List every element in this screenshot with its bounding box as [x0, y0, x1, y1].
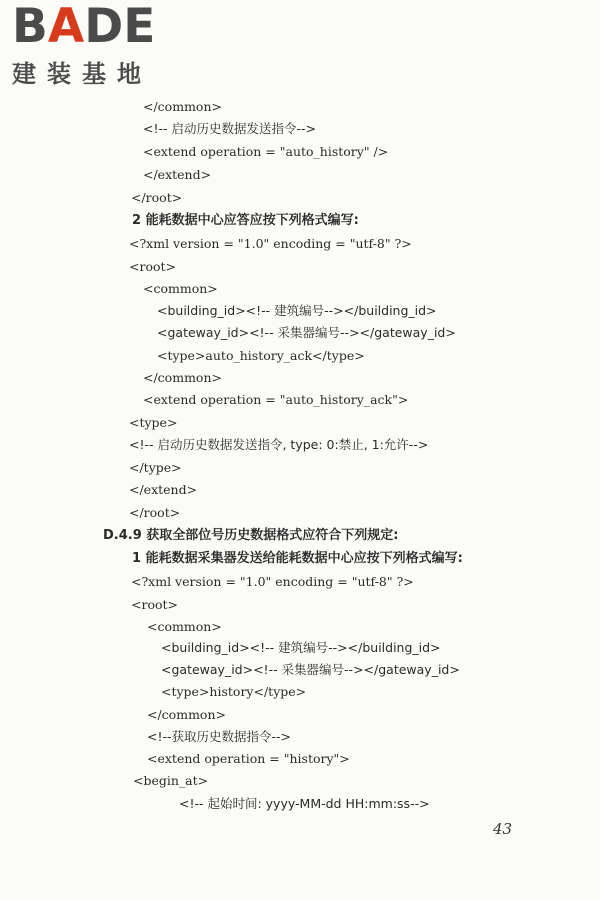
code-line: <gateway_id><!-- 采集器编号--></gateway_id>	[161, 662, 460, 677]
code-line: <root>	[131, 597, 178, 612]
code-line: <extend operation = "history">	[147, 751, 350, 766]
code-line: <!-- 起始时间: yyyy-MM-dd HH:mm:ss-->	[179, 796, 430, 811]
code-line: <!-- 启动历史数据发送指令, type: 0:禁止, 1:允许-->	[129, 437, 429, 452]
code-line: <gateway_id><!-- 采集器编号--></gateway_id>	[157, 325, 456, 340]
logo-wordmark: BADE	[12, 0, 156, 54]
code-line: <root>	[129, 259, 176, 274]
code-line: <extend operation = "auto_history" />	[143, 144, 389, 159]
section-heading: D.4.9 获取全部位号历史数据格式应符合下列规定:	[103, 528, 399, 543]
code-line: <building_id><!-- 建筑编号--></building_id>	[161, 640, 441, 655]
page-number: 43	[493, 820, 513, 838]
code-line: <type>history</type>	[161, 684, 307, 699]
item-heading: 2 能耗数据中心应答应按下列格式编写:	[132, 213, 359, 228]
code-line: <building_id><!-- 建筑编号--></building_id>	[157, 303, 437, 318]
code-line: </root>	[131, 190, 183, 205]
code-line: </common>	[147, 707, 226, 722]
code-line: </extend>	[129, 482, 198, 497]
code-line: </type>	[129, 460, 182, 475]
code-line: <?xml version = "1.0" encoding = "utf-8" ?>	[131, 574, 414, 589]
code-line: <begin_at>	[133, 773, 209, 788]
code-line: <type>auto_history_ack</type>	[157, 348, 365, 363]
code-line: </common>	[143, 99, 222, 114]
code-line: <common>	[147, 619, 222, 634]
code-line: <common>	[143, 281, 218, 296]
item-heading: 1 能耗数据采集器发送给能耗数据中心应按下列格式编写:	[132, 551, 463, 566]
bade-logo	[12, 2, 155, 88]
code-line: </extend>	[143, 167, 212, 182]
code-line: </root>	[129, 505, 181, 520]
code-line: <?xml version = "1.0" encoding = "utf-8" ?>	[129, 236, 412, 251]
logo-subtitle: 建装基地	[12, 60, 152, 88]
code-line: </common>	[143, 370, 222, 385]
code-line: <extend operation = "auto_history_ack">	[143, 392, 409, 407]
code-line: <type>	[129, 415, 178, 430]
code-line: <!--获取历史数据指令-->	[147, 729, 292, 744]
code-line: <!-- 启动历史数据发送指令-->	[143, 121, 316, 136]
